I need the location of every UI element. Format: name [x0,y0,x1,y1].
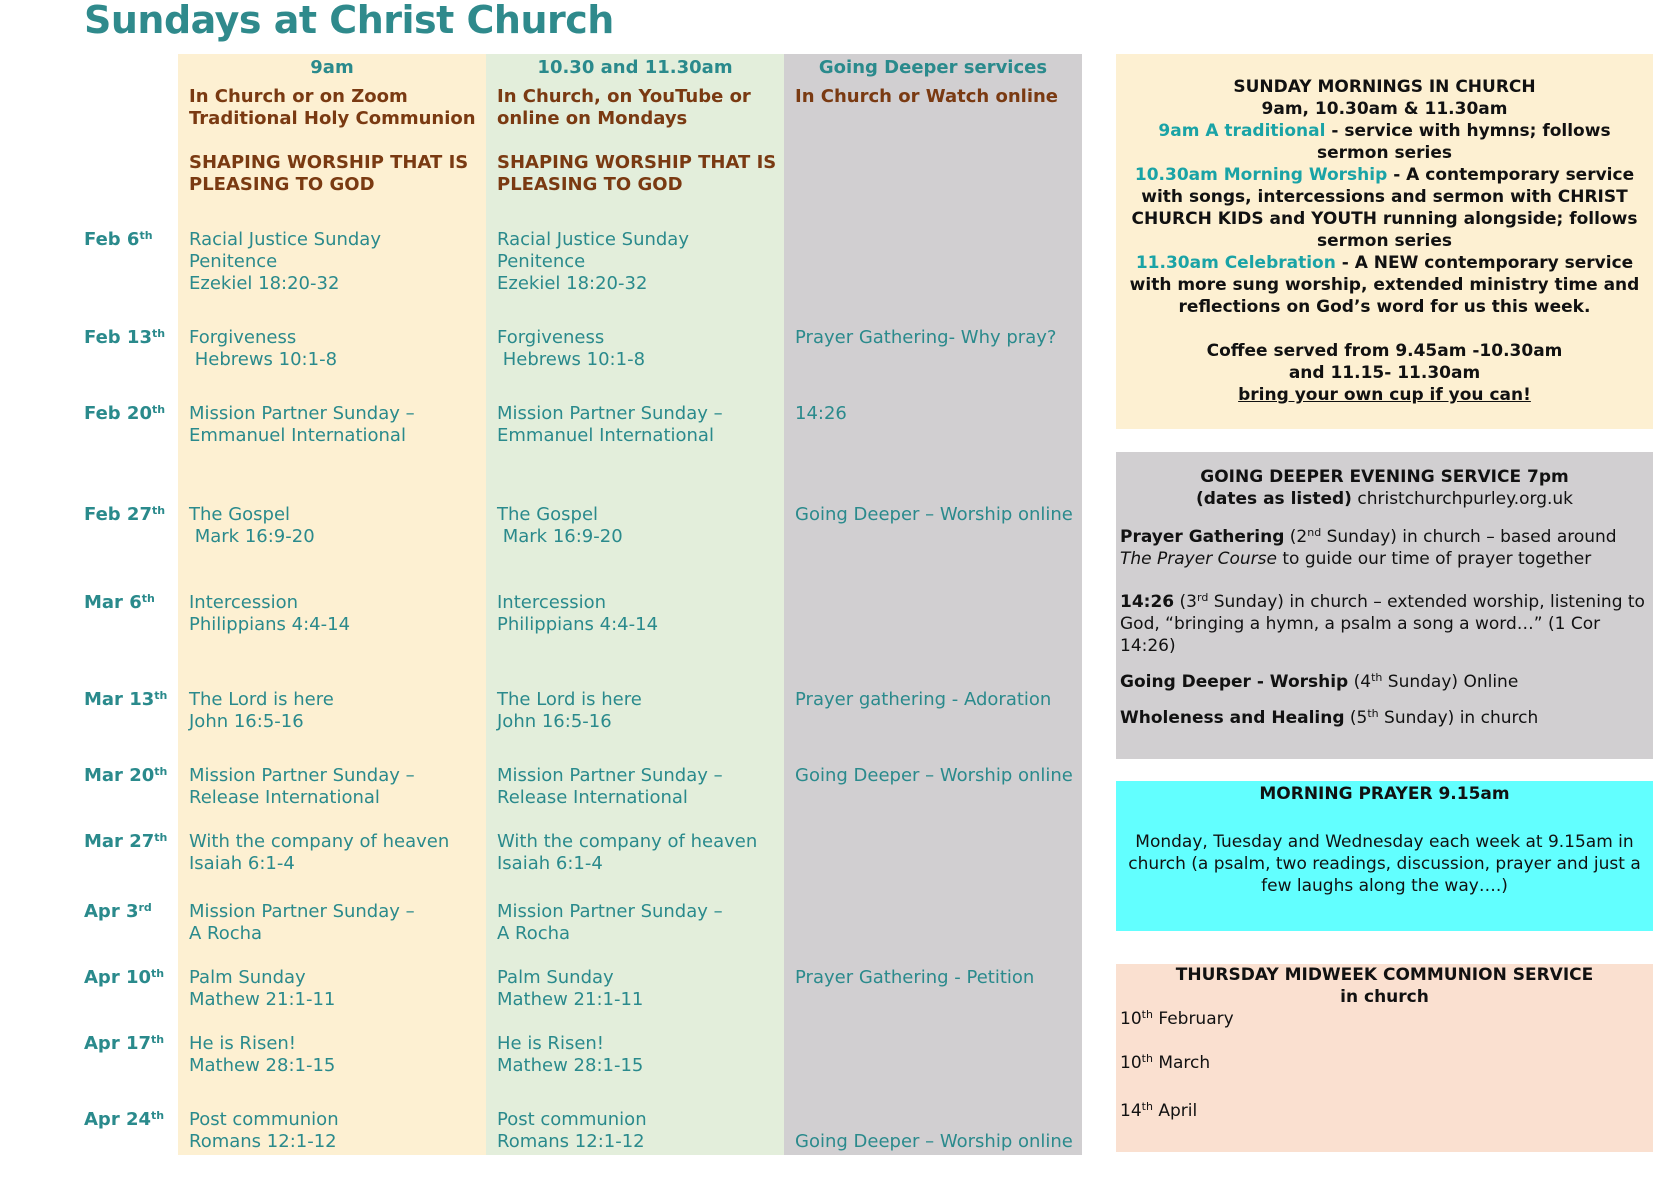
row-date: Apr 17th [84,1033,165,1054]
row-1030-cell: He is Risen! Mathew 28:1-15 [497,1033,644,1076]
row-9am-cell: Mission Partner Sunday – A Rocha [189,901,415,944]
row-going-deeper-cell: Going Deeper – Worship online [795,765,1073,786]
1426-info: 14:26 (3rd Sunday) in church – extended worship, listening to God, “bringing a hymn, a psalm a song a word…” (1 Cor 14:26) [1120,591,1645,656]
row-1030-cell: Mission Partner Sunday – Emmanuel International [497,403,723,446]
box-title: MORNING PRAYER 9.15am [1259,784,1510,804]
row-1030-cell: Palm Sunday Mathew 21:1-11 [497,967,644,1010]
wholeness-healing-info: Wholeness and Healing (5th Sunday) in church [1120,707,1539,728]
row-date: Feb 13th [84,327,166,348]
going-deeper-box [1116,452,1653,759]
column-going-deeper-background [784,54,1082,1155]
subheader-line: online on Mondays [497,108,688,129]
row-1030-cell: With the company of heaven Isaiah 6:1-4 [497,831,758,874]
morning-prayer-box [1116,781,1653,931]
row-date: Mar 20th [84,765,168,786]
column-header-1030: 10.30 and 11.30am [537,57,733,78]
page-title: Sundays at Christ Church [84,0,614,42]
coffee-note: bring your own cup if you can! [1238,385,1531,405]
row-9am-cell: With the company of heaven Isaiah 6:1-4 [189,831,450,874]
row-date: Apr 10th [84,967,165,988]
subheader-line: In Church or on Zoom [189,86,408,107]
row-date: Mar 13th [84,689,168,710]
row-9am-cell: He is Risen! Mathew 28:1-15 [189,1033,336,1076]
row-date: Mar 6th [84,592,155,613]
subheader-line: SHAPING WORSHIP THAT IS [497,152,777,173]
coffee-line: and 11.15- 11.30am [1288,363,1481,383]
row-9am-cell: Mission Partner Sunday – Emmanuel International [189,403,415,446]
subheader-line: Traditional Holy Communion [189,108,476,129]
subheader-line: PLEASING TO GOD [497,174,683,195]
box-text: Monday, Tuesday and Wednesday each week at 9.15am in church (a psalm, two readings, discussion, prayer and just a few laughs along the way….) [1128,832,1641,896]
row-9am-cell: Racial Justice Sunday Penitence Ezekiel 18:20-32 [189,229,381,294]
row-date: Feb 20th [84,403,166,424]
row-going-deeper-cell: Prayer Gathering - Petition [795,967,1035,988]
service-1030: 10.30am Morning Worship - A contemporary service with songs, intercessions and sermon with CHRIST CHURCH KIDS and YOUTH running alongside; follows sermon series [1131,165,1638,251]
row-going-deeper-cell: Going Deeper – Worship online [795,504,1073,525]
subheader-line: In Church, on YouTube or [497,86,751,107]
row-9am-cell: Palm Sunday Mathew 21:1-11 [189,967,336,1010]
box-subtitle: (dates as listed) christchurchpurley.org.uk [1195,489,1574,509]
row-1030-cell: The Gospel Mark 16:9-20 [497,504,623,547]
row-going-deeper-cell: 14:26 [795,403,847,424]
row-date: Apr 3rd [84,901,152,922]
row-9am-cell: Post communion Romans 12:1-12 [189,1109,339,1152]
row-9am-cell: The Gospel Mark 16:9-20 [189,504,315,547]
row-9am-cell: The Lord is here John 16:5-16 [189,689,334,732]
row-date: Feb 27th [84,504,166,525]
going-deeper-worship-info: Going Deeper - Worship (4th Sunday) Online [1120,671,1519,692]
row-1030-cell: Post communion Romans 12:1-12 [497,1109,647,1152]
prayer-gathering-info: Prayer Gathering (2nd Sunday) in church – based around The Prayer Course to guide our time of prayer together [1120,526,1617,569]
box-subtitle: 9am, 10.30am & 11.30am [1261,99,1508,119]
row-going-deeper-cell: Going Deeper – Worship online [795,1131,1073,1152]
subheader-line: In Church or Watch online [795,86,1059,107]
row-9am-cell: Forgiveness Hebrews 10:1-8 [189,327,338,370]
box-title: SUNDAY MORNINGS IN CHURCH [1233,77,1536,97]
thursday-communion-box [1116,964,1653,1152]
communion-date: 10th March [1120,1052,1211,1073]
row-9am-cell: Intercession Philippians 4:4-14 [189,592,351,635]
communion-date: 14th April [1120,1100,1198,1121]
column-header-9am: 9am [310,57,354,78]
sunday-mornings-box [1116,54,1653,429]
row-1030-cell: Intercession Philippians 4:4-14 [497,592,659,635]
row-date: Mar 27th [84,831,168,852]
row-going-deeper-cell: Prayer Gathering- Why pray? [795,327,1057,348]
column-subheader-1030 [497,86,776,196]
box-title: THURSDAY MIDWEEK COMMUNION SERVICE [1175,965,1594,985]
row-9am-cell: Mission Partner Sunday – Release International [189,765,415,808]
box-title: GOING DEEPER EVENING SERVICE 7pm [1200,467,1569,487]
subheader-line: PLEASING TO GOD [189,174,375,195]
communion-date: 10th February [1120,1008,1234,1029]
row-1030-cell: Forgiveness Hebrews 10:1-8 [497,327,646,370]
row-1030-cell: Mission Partner Sunday – A Rocha [497,901,723,944]
box-subtitle: in church [1340,987,1429,1007]
row-1030-cell: Mission Partner Sunday – Release International [497,765,723,808]
column-subheader-going-deeper [795,86,1058,108]
coffee-line: Coffee served from 9.45am -10.30am [1206,341,1563,361]
column-subheader-9am [189,86,476,196]
row-date: Apr 24th [84,1109,165,1130]
row-date: Feb 6th [84,229,153,250]
row-going-deeper-cell: Prayer gathering - Adoration [795,689,1052,710]
column-header-going-deeper: Going Deeper services [818,57,1048,78]
row-1030-cell: The Lord is here John 16:5-16 [497,689,642,732]
service-9am: 9am A traditional - service with hymns; follows sermon series [1158,121,1611,163]
service-1130: 11.30am Celebration - A NEW contemporary service with more sung worship, extended ministry time and reflections on God’s word for us this week. [1129,253,1640,317]
row-1030-cell: Racial Justice Sunday Penitence Ezekiel 18:20-32 [497,229,689,294]
subheader-line: SHAPING WORSHIP THAT IS [189,152,469,173]
